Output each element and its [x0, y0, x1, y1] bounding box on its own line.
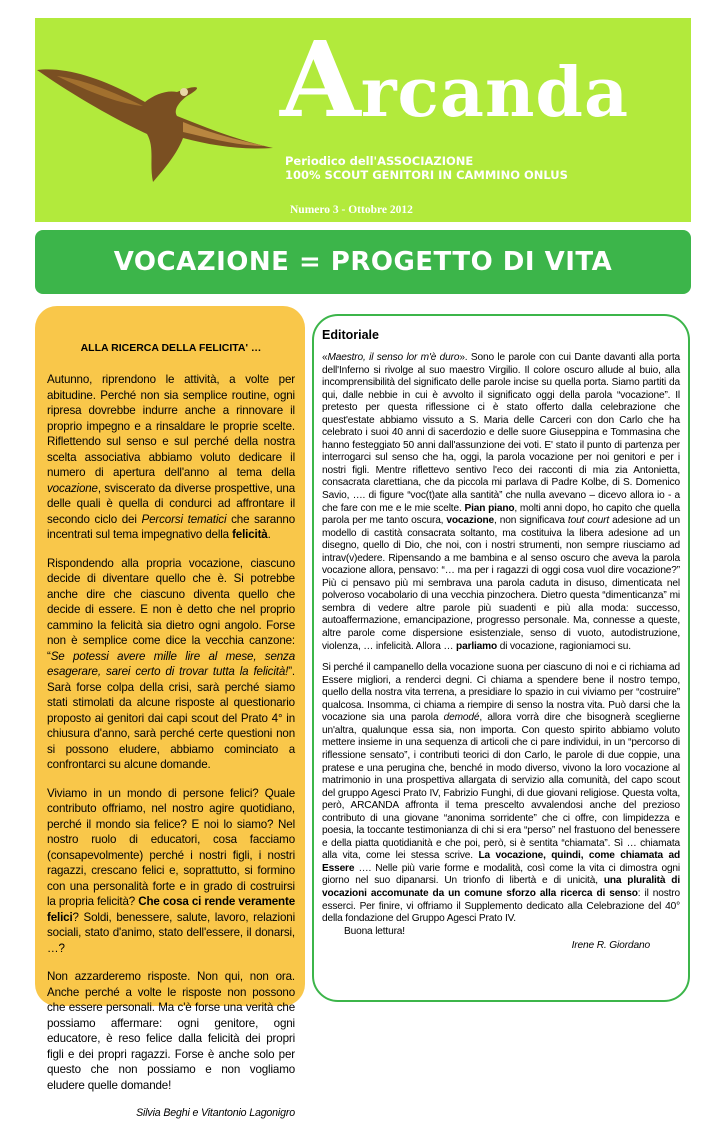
- page-title: VOCAZIONE = PROGETTO DI VITA: [113, 247, 613, 277]
- left-column-box: [35, 306, 305, 1119]
- left-paragraph-4: Non azzarderemo risposte. Non qui, non ora. Anche perché a volte le risposte non possono che essere personali. Ma c'è forse una verità che possiamo affermare: ogni genitore, ogni educatore, è reso felice dalla felicità dei propri figli e dei propri ragazzi. Forse è anche solo per questo che non possiamo e non vogliamo eludere quelle domande!: [47, 970, 295, 1092]
- editorial-heading: Editoriale: [322, 328, 379, 342]
- subtitle-line-2: 100% SCOUT GENITORI IN CAMMINO ONLUS: [285, 168, 568, 182]
- kite-bird-illustration: [37, 36, 277, 186]
- issue-number: Numero 3 - Ottobre 2012: [290, 204, 413, 216]
- editorial-closing: Buona lettura!: [344, 925, 405, 937]
- subtitle-line-1: Periodico dell'ASSOCIAZIONE: [285, 154, 474, 168]
- editorial-paragraph-2: Si perché il campanello della vocazione suona per ciascuno di noi e ci richiama ad Essere migliori, a renderci degni. Ci chiama a spendere bene il nostro tempo, quello della nostra vita terrena, a presidiare lo spazio in cui viviamo per “costruire” qualcosa. Insomma, ci chiama a riempire di senso la nostra vita. Può darsi che la vocazione sia una parola demodé, allora vorrà dire che bisognerà sceglierne un'altra, qualunque essa sia, non importa. Con questo spirito abbiamo voluto mettere insieme in una sequenza di articoli che ci pare individui, in un “percorso di riflessione sensato”, i contributi teorici di don Carlo, le parole di due coppie, una pratese e una perugina che, benché in modo diverso, vivono la loro vocazione al matrimonio in una prospettiva allargata di servizio alla comunità, del capo scout del gruppo Agesci Prato IV, Fabrizio Funghi, di due giovani religiose. Questa volta, però, ARCANDA affronta il tema prescelto avvalendosi anche del prezioso contributo di una giovane “anonima sorridente” che ci offre, con limpidezza e poesia, la toccante testimonianza di chi si era “perso” nel frastuono del benessere e della piatta quotidianità e che poi, però, si è sentita “chiamata”. Sì … chiamata alla vita, come lei stessa scrive. La vocazione, quindi, come chiamata ad Essere …. Nelle più varie forme e modalità, così come la vita ci dimostra ogni giorno nel suo dipanarsi. Un trionfo di libertà e di unicità, una pluralità di vocazioni accomunate da un comune sforzo alla ricerca di senso: il nostro esserci. Per finire, vi offriamo il Supplemento dedicato alla Celebrazione del 40° della fondazione del Gruppo Agesci Prato IV.: [322, 662, 680, 925]
- arcanda-logo: Arcanda: [280, 18, 630, 141]
- left-paragraph-2: Rispondendo alla propria vocazione, ciascuno decide di diventare quello che è. Si potrebbe anche dire che ciascuno diventa quello che decide di essere. E non è detto che nel proprio cammino la felicità sia dietro ogni angolo. Forse non è semplice come dice la vecchia canzone: “Se potessi avere mille lire al mese, senza esagerare, sarei certo di trovar tutta la felicità!”. Sarà forse colpa della crisi, sarà perché siamo stati stimolati da alcune risposte al questionario proposto ai genitori dai capi scout del Prato 4° in chiusura d'anno, sarà perché certe questioni non si possono eludere, abbiamo cominciato a confrontarci su alcune domande.: [47, 556, 295, 771]
- editorial-box: [312, 314, 690, 1002]
- masthead: [35, 18, 691, 222]
- left-heading: ALLA RICERCA DELLA FELICITA' …: [80, 342, 262, 354]
- title-banner: [35, 230, 691, 294]
- left-signature: Silvia Beghi e Vitantonio Lagonigro: [136, 1107, 295, 1119]
- editorial-paragraph-1: «Maestro, il senso lor m'è duro». Sono le parole con cui Dante davanti alla porta dell'Inferno si rivolge al suo maestro Virgilio. Il colore oscuro allude al buio, alla incomprensibilità del significato delle parole incise su quella porta. Siamo partiti da qui, dalle nebbie in cui è avvolto il significato oggi della parola “vocazione”. Il pretesto per questa riflessione ci è stato offerto dalla celebrazione che quest'estate abbiamo vissuto a S. Maria delle Carceri con don Carlo che ha celebrato i suoi 40 anni di sacerdozio e delle suore Giuseppina e Tommasina che hanno festeggiato 50 anni dall'assunzione dei voti. E' stato il punto di partenza per interrogarci sul senso che ha, oggi, la parola vocazione per noi genitori e per i nostri figli. Mentre riflettevo sentivo l'eco dei racconti di mia zia Antonietta, consacrata clarettiana, che da piccola mi parlava di Padre Kolbe, di S. Domenico Savio, …. di figure “voc(t)ate alla santità” che nulla avevano – dicevo allora io - a che fare con me e le mie scelte. Pian piano, molti anni dopo, ho capito che quella parola per me tanto oscura, vocazione, non significava tout court adesione ad un modello di castità consacrata soltanto, ma costituiva la libera adesione ad un disegno, quello di Dio, che noi, con i nostri strumenti, non sempre riusciamo ad intrav(v)edere. Ripensando a me bambina e al senso oscuro che aveva la parola vocazione allora, pensavo: “… ma per i ragazzi di oggi cosa vuol dire vocazione?” Più ci pensavo più mi sembrava una parola caduta in disuso, dimenticata nel polveroso vocabolario di una vecchia pinzochera. Dietro questa “dimenticanza” mi sembra di vedere altre parole più suadenti e più alla moda: successo, autoaffermazione, emancipazione, progresso personale. Ma, connesse a queste, altre parole come dispersione esistenziale, senso di vuoto, autodistruzione, violenza, … infelicità. Allora … parliamo di vocazione, ragioniamoci su.: [322, 352, 681, 652]
- left-paragraph-1: Autunno, riprendono le attività, a volte per abitudine. Perché non sia semplice routine, ogni ripresa dovrebbe indurre anche a rinnovare il proprio impegno e a rinsaldare le proprie scelte. Riflettendo sul senso e sul perché della nostra scelta associativa abbiamo voluto dedicare il numero di apertura dell'anno al tema della vocazione, sviscerato da diverse prospettive, una delle quali è quella di condurci ad affrontare il secondo ciclo dei Percorsi tematici che saranno incentrati sul tema impegnativo della felicità.: [47, 373, 295, 541]
- left-paragraph-3: Viviamo in un mondo di persone felici? Quale contributo offriamo, nel nostro agire quotidiano, perché il mondo sia felice? E noi lo siamo? Nel nostro ruolo di educatori, cosa facciamo (consapevolmente) perché i nostri figli, i nostri ragazzi, crescano felici e, soprattutto, si formino con una personalità forte e in grado di costruirsi la propria felicità? Che cosa ci rende veramente felici? Soldi, benessere, salute, lavoro, relazioni sociali, stato d'animo, stato dell'essere, il donarsi, …?: [47, 786, 295, 955]
- masthead-subtitle: [285, 154, 568, 182]
- editorial-signature: Irene R. Giordano: [571, 940, 650, 952]
